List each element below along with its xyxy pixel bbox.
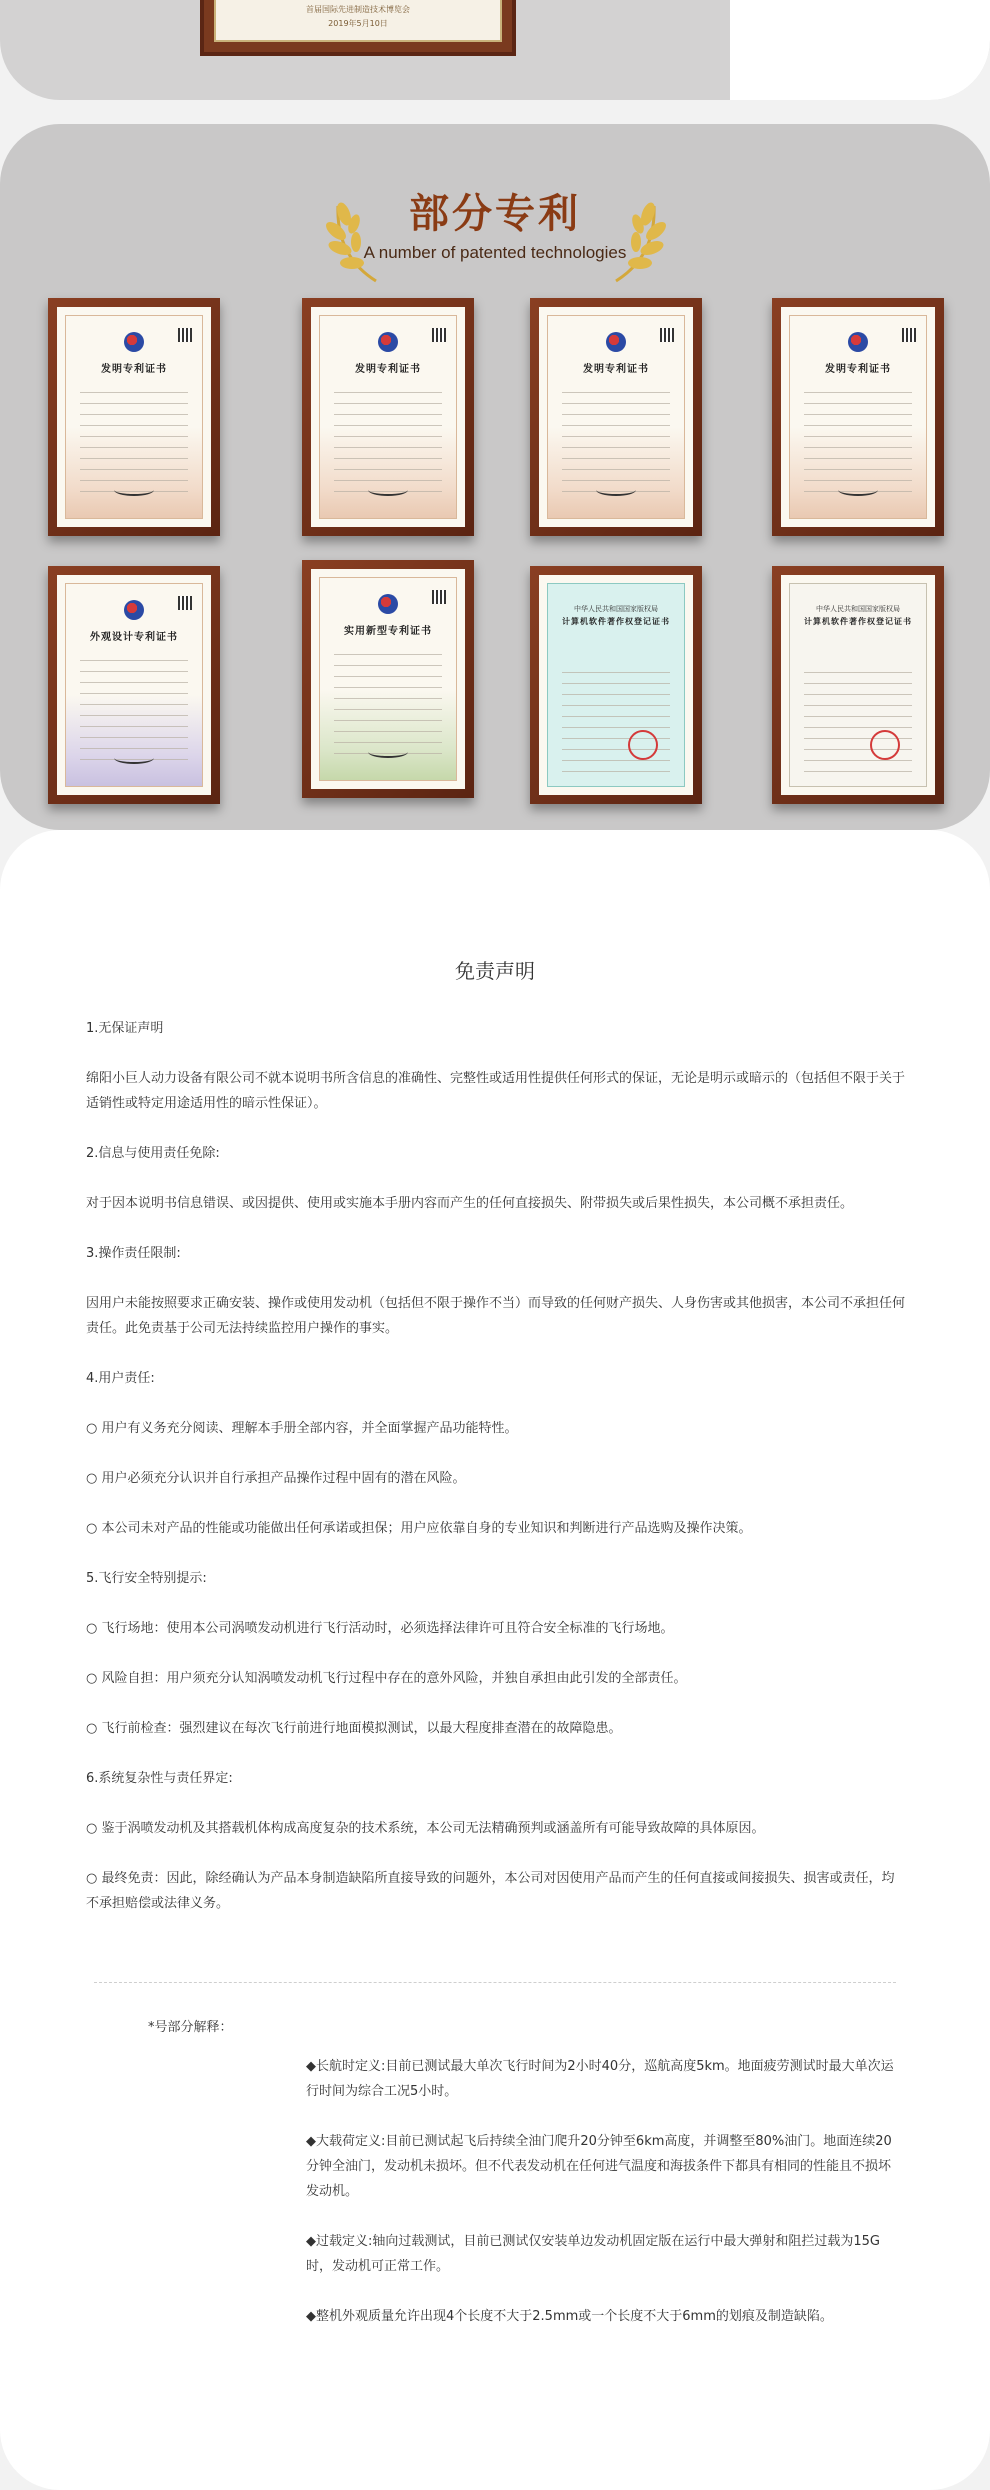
certificate-text-lines	[334, 644, 442, 754]
patent-certificate-5	[48, 566, 220, 804]
signature-icon	[838, 484, 878, 496]
disclaimer-section	[0, 830, 990, 2490]
signature-icon	[114, 752, 154, 764]
awards-card	[0, 0, 990, 100]
qr-code-icon	[178, 328, 192, 342]
certificate-issuer: 中华人民共和国国家版权局	[574, 605, 658, 613]
certificate-title: 计算机软件著作权登记证书	[804, 617, 912, 626]
certificate-title: 计算机软件著作权登记证书	[562, 617, 670, 626]
certificate-text-lines	[334, 382, 442, 492]
certificate-title: 发明专利证书	[583, 364, 649, 375]
disclaimer-paragraph: ○ 风险自担：用户须充分认知涡喷发动机飞行过程中存在的意外风险，并独自承担由此引发的全部责任。	[86, 1671, 687, 1686]
patent-certificate-2	[302, 298, 474, 536]
notes-list	[306, 2054, 902, 2354]
signature-icon	[368, 484, 408, 496]
disclaimer-paragraph: ○ 用户有义务充分阅读、理解本手册全部内容，并全面掌握产品功能特性。	[86, 1421, 518, 1436]
disclaimer-paragraph: 因用户未能按照要求正确安装、操作或使用发动机（包括但不限于操作不当）而导致的任何财产损失、人身伤害或其他损害，本公司不承担任何责任。此免责基于公司无法持续监控用户操作的事实。	[86, 1296, 906, 1336]
award-cert-line2: 2019年5月10日	[328, 19, 388, 28]
certificate-title: 外观设计专利证书	[90, 632, 178, 643]
note-item: ◆过载定义:轴向过载测试，目前已测试仅安装单边发动机固定版在运行中最大弹射和阻拦过载为15G时，发动机可正常工作。	[306, 2234, 880, 2274]
disclaimer-paragraph: 2.信息与使用责任免除:	[86, 1146, 220, 1161]
award-side-panel	[730, 0, 990, 100]
notes-title: *号部分解释：	[148, 2020, 233, 2035]
disclaimer-paragraph: ○ 用户必须充分认识并自行承担产品操作过程中固有的潜在风险。	[86, 1471, 466, 1486]
patent-office-logo-icon	[124, 332, 144, 352]
certificate-text-lines	[562, 662, 670, 772]
patent-certificate-6	[302, 560, 474, 798]
certificate-text-lines	[562, 382, 670, 492]
certificate-title: 发明专利证书	[825, 364, 891, 375]
disclaimer-paragraph: 绵阳小巨人动力设备有限公司不就本说明书所含信息的准确性、完整性或适用性提供任何形式的保证，无论是明示或暗示的（包括但不限于关于适销性或特定用途适用性的暗示性保证）。	[86, 1071, 906, 1111]
patent-certificate-3	[530, 298, 702, 536]
disclaimer-body	[86, 1016, 906, 1941]
signature-icon	[596, 484, 636, 496]
award-cert-line1: 首届国际先进制造技术博览会	[306, 5, 410, 14]
qr-code-icon	[902, 328, 916, 342]
disclaimer-paragraph: ○ 最终免责：因此，除经确认为产品本身制造缺陷所直接导致的问题外，本公司对因使用产品而产生的任何直接或间接损失、损害或责任，均不承担赔偿或法律义务。	[86, 1871, 895, 1911]
qr-code-icon	[178, 596, 192, 610]
note-item: ◆长航时定义:目前已测试最大单次飞行时间为2小时40分，巡航高度5km。地面疲劳测试时最大单次运行时间为综合工况5小时。	[306, 2059, 894, 2099]
disclaimer-paragraph: ○ 飞行前检查：强烈建议在每次飞行前进行地面模拟测试，以最大程度排查潜在的故障隐患。	[86, 1721, 622, 1736]
software-certificate-1	[530, 566, 702, 804]
patent-office-logo-icon	[848, 332, 868, 352]
disclaimer-paragraph: 4.用户责任:	[86, 1371, 155, 1386]
certificate-title: 发明专利证书	[355, 364, 421, 375]
certificate-text-lines	[804, 662, 912, 772]
qr-code-icon	[432, 590, 446, 604]
qr-code-icon	[432, 328, 446, 342]
disclaimer-paragraph: 5.飞行安全特别提示:	[86, 1571, 207, 1586]
patents-subtitle: A number of patented technologies	[363, 243, 627, 262]
certificate-text-lines	[80, 382, 188, 492]
official-seal-icon	[870, 730, 900, 760]
disclaimer-paragraph: ○ 鉴于涡喷发动机及其搭载机体构成高度复杂的技术系统，本公司无法精确预判或涵盖所有可能导致故障的具体原因。	[86, 1821, 765, 1836]
signature-icon	[368, 746, 408, 758]
disclaimer-paragraph: 1.无保证声明	[86, 1021, 164, 1036]
patents-title: 部分专利	[409, 191, 581, 237]
award-certificate-frame	[200, 0, 516, 56]
signature-icon	[114, 484, 154, 496]
patents-section	[0, 124, 990, 830]
certificate-title: 实用新型专利证书	[344, 626, 432, 637]
certificate-text-lines	[804, 382, 912, 492]
patent-office-logo-icon	[124, 600, 144, 620]
patent-office-logo-icon	[378, 332, 398, 352]
award-certificate	[214, 0, 502, 42]
disclaimer-paragraph: 3.操作责任限制:	[86, 1246, 181, 1261]
disclaimer-paragraph: ○ 本公司未对产品的性能或功能做出任何承诺或担保；用户应依靠自身的专业知识和判断进行产品选购及操作决策。	[86, 1521, 752, 1536]
note-item: ◆整机外观质量允许出现4个长度不大于2.5mm或一个长度不大于6mm的划痕及制造缺陷。	[306, 2309, 833, 2324]
disclaimer-paragraph: 6.系统复杂性与责任界定:	[86, 1771, 233, 1786]
dashed-divider	[94, 1982, 896, 1983]
patent-office-logo-icon	[378, 594, 398, 614]
disclaimer-paragraph: ○ 飞行场地：使用本公司涡喷发动机进行飞行活动时，必须选择法律许可且符合安全标准的飞行场地。	[86, 1621, 674, 1636]
software-certificate-2	[772, 566, 944, 804]
patent-certificate-4	[772, 298, 944, 536]
patent-office-logo-icon	[606, 332, 626, 352]
certificate-title: 发明专利证书	[101, 364, 167, 375]
note-item: ◆大载荷定义:目前已测试起飞后持续全油门爬升20分钟至6km高度，并调整至80%油门。地面连续20分钟全油门，发动机未损坏。但不代表发动机在任何进气温度和海拔条件下都具有相同的性能且不损坏发动机。	[306, 2134, 892, 2199]
disclaimer-title: 免责声明	[455, 959, 535, 983]
official-seal-icon	[628, 730, 658, 760]
certificate-text-lines	[80, 650, 188, 760]
disclaimer-paragraph: 对于因本说明书信息错误、或因提供、使用或实施本手册内容而产生的任何直接损失、附带损失或后果性损失，本公司概不承担责任。	[86, 1196, 854, 1211]
patent-certificate-1	[48, 298, 220, 536]
certificate-issuer: 中华人民共和国国家版权局	[816, 605, 900, 613]
qr-code-icon	[660, 328, 674, 342]
